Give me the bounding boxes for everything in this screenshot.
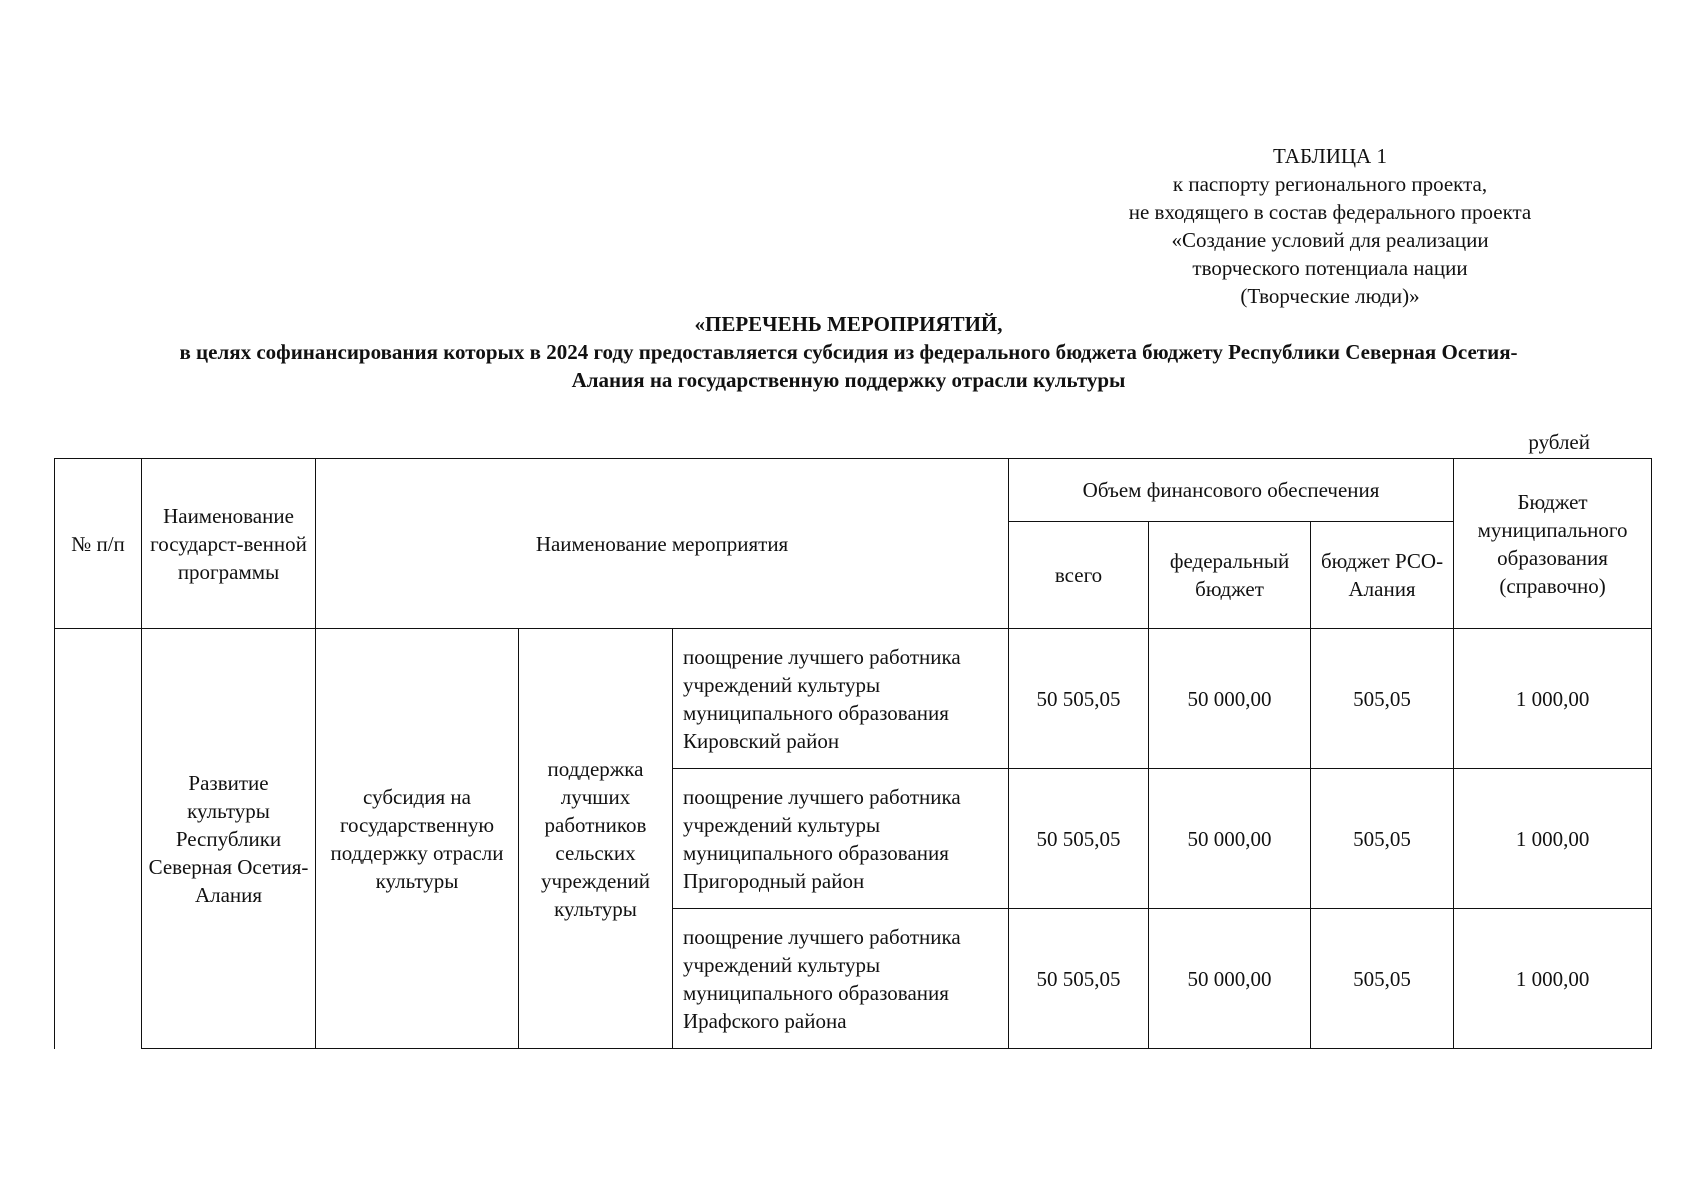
cell-municipal: 1 000,00 bbox=[1454, 909, 1652, 1049]
cell-event: поощрение лучшего работника учреждений культуры муниципального образования Ирафского района bbox=[673, 909, 1009, 1049]
cell-event: поощрение лучшего работника учреждений культуры муниципального образования Пригородный район bbox=[673, 769, 1009, 909]
header-volume: Объем финансового обеспечения bbox=[1009, 459, 1454, 522]
annex-line: «Создание условий для реализации bbox=[1171, 228, 1489, 252]
title-line: Алания на государственную поддержку отрасли культуры bbox=[571, 368, 1126, 392]
annex-line: (Творческие люди)» bbox=[1240, 284, 1420, 308]
cell-num bbox=[55, 629, 142, 1049]
cell-program: Развитие культуры Республики Северная Осетия-Алания bbox=[142, 629, 316, 1049]
cell-subsidy: субсидия на государственную поддержку отрасли культуры bbox=[316, 629, 519, 1049]
cell-regional: 505,05 bbox=[1311, 629, 1454, 769]
cell-total: 50 505,05 bbox=[1009, 909, 1149, 1049]
cell-total: 50 505,05 bbox=[1009, 629, 1149, 769]
cell-regional: 505,05 bbox=[1311, 769, 1454, 909]
cell-federal: 50 000,00 bbox=[1149, 769, 1311, 909]
header-total: всего bbox=[1009, 522, 1149, 629]
document-title bbox=[40, 310, 1657, 394]
header-num: № п/п bbox=[55, 459, 142, 629]
cell-federal: 50 000,00 bbox=[1149, 909, 1311, 1049]
title-line: «ПЕРЕЧЕНЬ МЕРОПРИЯТИЙ, bbox=[694, 312, 1003, 336]
header-row bbox=[55, 459, 1652, 522]
header-federal: федеральный бюджет bbox=[1149, 522, 1311, 629]
cell-municipal: 1 000,00 bbox=[1454, 629, 1652, 769]
currency-unit: рублей bbox=[1528, 430, 1590, 454]
title-line: в целях софинансирования которых в 2024 году предоставляется субсидия из федерального бюджета бюджету Республики Северная Осетия- bbox=[179, 340, 1518, 364]
header-event: Наименование мероприятия bbox=[316, 459, 1009, 629]
cell-regional: 505,05 bbox=[1311, 909, 1454, 1049]
annex-line: не входящего в состав федерального проекта bbox=[1128, 200, 1532, 224]
cell-municipal: 1 000,00 bbox=[1454, 769, 1652, 909]
annex-line: ТАБЛИЦА 1 bbox=[1273, 144, 1387, 168]
cell-federal: 50 000,00 bbox=[1149, 629, 1311, 769]
header-program: Наименование государст-венной программы bbox=[142, 459, 316, 629]
header-regional: бюджет РСО-Алания bbox=[1311, 522, 1454, 629]
cell-event: поощрение лучшего работника учреждений культуры муниципального образования Кировский район bbox=[673, 629, 1009, 769]
table-row bbox=[55, 629, 1652, 769]
header-municipal: Бюджет муниципального образования (справочно) bbox=[1454, 459, 1652, 629]
annex-block bbox=[1080, 142, 1580, 310]
annex-line: творческого потенциала нации bbox=[1192, 256, 1468, 280]
annex-line: к паспорту регионального проекта, bbox=[1172, 172, 1488, 196]
cell-total: 50 505,05 bbox=[1009, 769, 1149, 909]
events-table bbox=[54, 458, 1652, 1049]
cell-support: поддержка лучших работников сельских учреждений культуры bbox=[519, 629, 673, 1049]
